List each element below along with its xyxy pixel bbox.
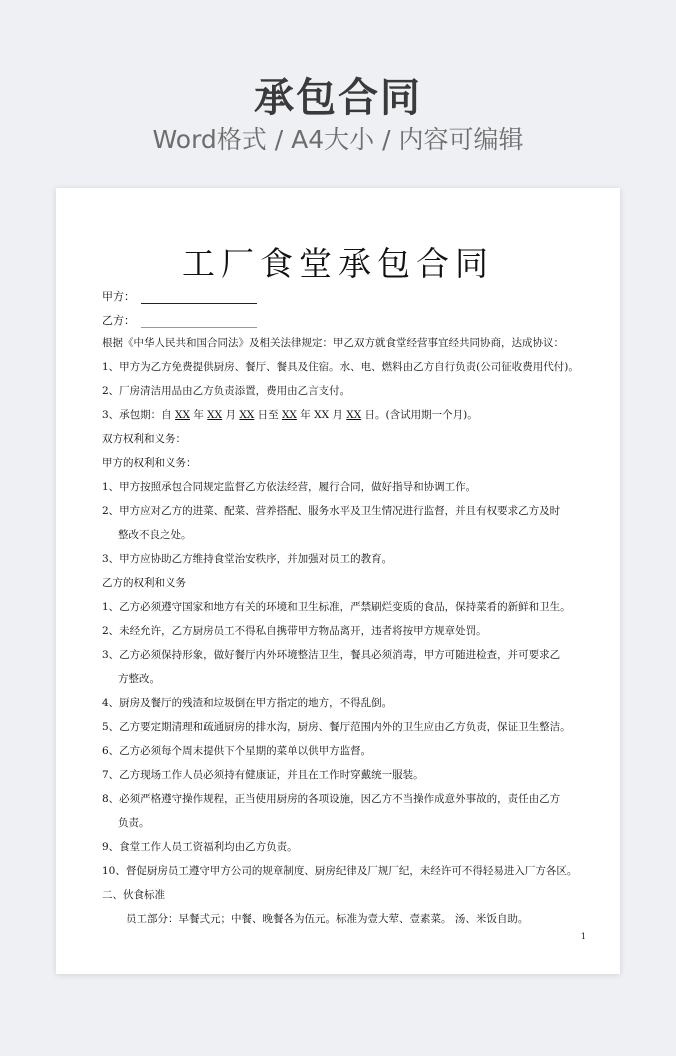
party-b-clause-10: 10、督促厨房员工遵守甲方公司的规章制度、厨房纪律及厂规厂纪，未经许可不得轻易进入厂方各区。 xyxy=(102,865,578,877)
clause-3-suffix: 日。(含试用期一个月)。 xyxy=(361,409,478,421)
party-b-clause-5: 5、乙方要定期清理和疏通厨房的排水沟，厨房、餐厅范围内外的卫生应由乙方负责，保证卫生整洁。 xyxy=(102,721,571,733)
party-b-clause-3: 3、乙方必须保持形象，做好餐厅内外环境整洁卫生，餐具必须消毒，甲方可随进检查，并可要求乙 xyxy=(102,649,561,661)
intro-paragraph: 根据《中华人民共和国合同法》及相关法律规定：甲乙双方就食堂经营事宜经共同协商，达成协议： xyxy=(102,337,564,349)
start-day[interactable]: XX xyxy=(239,409,255,421)
party-a-label: 甲方： xyxy=(102,290,135,303)
party-b-clause-6: 6、乙方必须每个周末提供下个星期的菜单以供甲方监督。 xyxy=(102,745,372,757)
clause-3 xyxy=(102,408,478,422)
party-a-clause-1: 1、甲方按照承包合同规定监督乙方依法经营，履行合同，做好指导和协调工作。 xyxy=(102,481,477,493)
party-b-clause-7: 7、乙方现场工作人员必须持有健康证，并且在工作时穿戴统一服装。 xyxy=(102,769,424,781)
party-b-clause-8-cont: 负责。 xyxy=(118,817,150,829)
party-b-clause-4: 4、厨房及餐厅的残渣和垃圾倒在甲方指定的地方，不得乱倒。 xyxy=(102,697,393,709)
party-b-clause-8: 8、必须严格遵守操作规程，正当使用厨房的各项设施，因乙方不当操作成意外事故的，责任由乙方 xyxy=(102,793,561,805)
promo-title: 承包合同 xyxy=(254,75,422,121)
clause-3-text: 月 xyxy=(329,409,347,421)
end-year[interactable]: XX xyxy=(281,409,297,421)
end-month[interactable]: XX xyxy=(314,409,330,421)
party-b-rights-heading: 乙方的权利和义务 xyxy=(102,577,186,589)
clause-3-text: 日至 xyxy=(254,409,282,421)
start-month[interactable]: XX xyxy=(207,409,223,421)
party-a-clause-2-cont: 整改不良之处。 xyxy=(118,529,192,541)
clause-1: 1、甲方为乙方免费提供厨房、餐厅、餐具及住宿。水、电、燃料由乙方自行负责(公司征收费用代付)。 xyxy=(102,361,579,373)
party-b-clause-3-cont: 方整改。 xyxy=(118,673,160,685)
rights-heading: 双方权利和义务： xyxy=(102,433,186,445)
meal-standard-detail: 员工部分：早餐弍元；中餐、晚餐各为伍元。标准为壹大荤、壹素菜。 汤、米饭自助。 xyxy=(126,913,529,925)
clause-3-text: 月 xyxy=(222,409,240,421)
party-b-label: 乙方： xyxy=(102,314,135,327)
clause-3-text: 年 xyxy=(189,409,208,421)
meal-standard-heading: 二、伙食标准 xyxy=(102,889,165,901)
party-b-line xyxy=(102,314,257,328)
start-year[interactable]: XX xyxy=(175,409,190,421)
party-a-clause-2: 2、甲方应对乙方的进菜、配菜、营养搭配、服务水平及卫生情况进行监督，并且有权要求乙方及时 xyxy=(102,505,561,517)
clause-3-prefix: 3、承包期：自 xyxy=(102,409,176,421)
party-a-blank[interactable] xyxy=(141,293,257,304)
clause-2: 2、厂房清洁用品由乙方负责添置，费用由乙言支付。 xyxy=(102,385,351,397)
party-a-clause-3: 3、甲方应协助乙方维持食堂治安秩序，并加强对员工的教育。 xyxy=(102,553,393,565)
end-day[interactable]: XX xyxy=(346,409,362,421)
party-b-clause-2: 2、未经允许，乙方厨房员工不得私自携带甲方物品离开，违者将按甲方规章处罚。 xyxy=(102,625,487,637)
document-page xyxy=(56,188,620,974)
clause-3-text: 年 xyxy=(296,409,315,421)
party-a-rights-heading: 甲方的权利和义务： xyxy=(102,457,197,469)
party-b-clause-1: 1、乙方必须遵守国家和地方有关的环境和卫生标准，严禁刷烂变质的食品，保持菜肴的新鲜和卫生。 xyxy=(102,601,571,613)
party-a-line xyxy=(102,290,257,304)
document-title: 工厂食堂承包合同 xyxy=(182,244,494,283)
promo-subtitle: Word格式 / A4大小 / 内容可编辑 xyxy=(152,125,524,154)
page-number: 1 xyxy=(580,932,586,941)
party-b-blank[interactable] xyxy=(141,317,257,328)
party-b-clause-9: 9、食堂工作人员工资福利均由乙方负责。 xyxy=(102,841,298,853)
